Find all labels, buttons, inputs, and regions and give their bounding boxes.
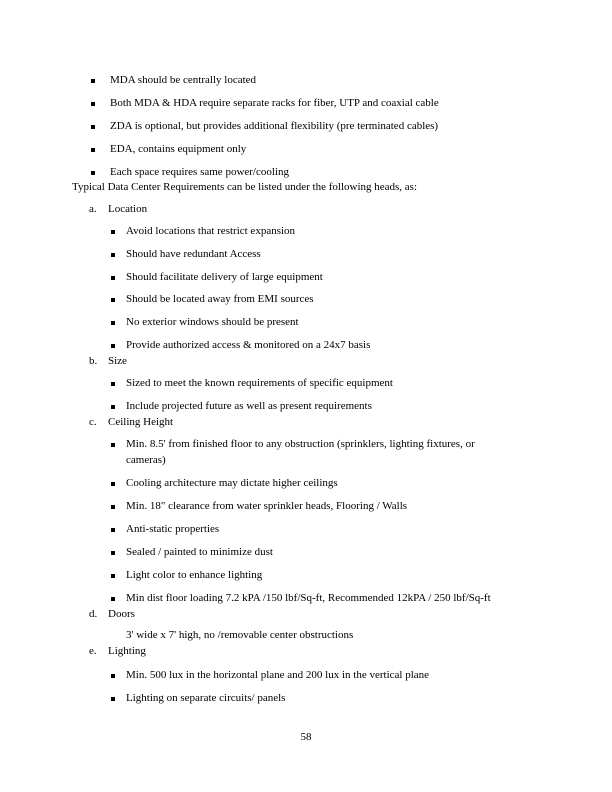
list-item: Lighting on separate circuits/ panels: [126, 692, 286, 704]
list-item: Should facilitate delivery of large equipment: [126, 271, 323, 283]
bullet-icon: [111, 344, 115, 348]
section-marker: e.: [89, 645, 97, 657]
list-item: Min. 18" clearance from water sprinkler heads, Flooring / Walls: [126, 500, 408, 512]
bullet-icon: [111, 443, 115, 447]
section-marker: c.: [89, 416, 97, 428]
list-item: Include projected future as well as present requirements: [126, 400, 372, 412]
bullet-icon: [111, 505, 115, 509]
list-item: Min. 8.5' from finished floor to any obstruction (sprinklers, lighting fixtures, or: [126, 438, 475, 450]
list-item: Each space requires same power/cooling: [110, 166, 289, 178]
doors-text: 3' wide x 7' high, no /removable center obstructions: [126, 629, 354, 641]
bullet-icon: [91, 171, 95, 175]
list-item: Anti-static properties: [126, 523, 220, 535]
bullet-icon: [111, 405, 115, 409]
list-item: Sealed / painted to minimize dust: [126, 546, 273, 558]
bullet-icon: [111, 276, 115, 280]
section-title-doors: Doors: [108, 608, 135, 620]
bullet-icon: [111, 382, 115, 386]
bullet-icon: [91, 125, 95, 129]
section-title-location: Location: [108, 203, 148, 215]
list-item: ZDA is optional, but provides additional flexibility (pre terminated cables): [110, 120, 439, 132]
bullet-icon: [91, 79, 95, 83]
list-item: EDA, contains equipment only: [110, 143, 247, 155]
list-item-continuation: cameras): [126, 454, 166, 466]
list-item: Min dist floor loading 7.2 kPA /150 lbf/Sq-ft, Recommended 12kPA / 250 lbf/Sq-ft: [126, 592, 491, 604]
list-item: Should have redundant Access: [126, 248, 261, 260]
section-marker: d.: [89, 608, 98, 620]
bullet-icon: [111, 597, 115, 601]
bullet-icon: [111, 253, 115, 257]
list-item: Should be located away from EMI sources: [126, 293, 314, 305]
bullet-icon: [111, 230, 115, 234]
section-title-ceiling-height: Ceiling Height: [108, 416, 174, 428]
bullet-icon: [111, 674, 115, 678]
bullet-icon: [111, 551, 115, 555]
bullet-icon: [111, 528, 115, 532]
page-number: 58: [300, 731, 312, 743]
list-item: Min. 500 lux in the horizontal plane and 200 lux in the vertical plane: [126, 669, 430, 681]
section-title-lighting: Lighting: [108, 645, 146, 657]
list-item: Sized to meet the known requirements of specific equipment: [126, 377, 393, 389]
intro-paragraph: Typical Data Center Requirements can be listed under the following heads, as:: [72, 181, 418, 193]
bullet-icon: [91, 148, 95, 152]
bullet-icon: [111, 321, 115, 325]
bullet-icon: [111, 482, 115, 486]
list-item: Provide authorized access & monitored on a 24x7 basis: [126, 339, 371, 351]
bullet-icon: [111, 298, 115, 302]
list-item: Cooling architecture may dictate higher ceilings: [126, 477, 338, 489]
list-item: Avoid locations that restrict expansion: [126, 225, 296, 237]
bullet-icon: [91, 102, 95, 106]
bullet-icon: [111, 697, 115, 701]
section-title-size: Size: [108, 355, 127, 367]
list-item: No exterior windows should be present: [126, 316, 299, 328]
section-marker: a.: [89, 203, 97, 215]
bullet-icon: [111, 574, 115, 578]
list-item: MDA should be centrally located: [110, 74, 257, 86]
section-marker: b.: [89, 355, 98, 367]
list-item: Both MDA & HDA require separate racks for fiber, UTP and coaxial cable: [110, 97, 439, 109]
list-item: Light color to enhance lighting: [126, 569, 263, 581]
